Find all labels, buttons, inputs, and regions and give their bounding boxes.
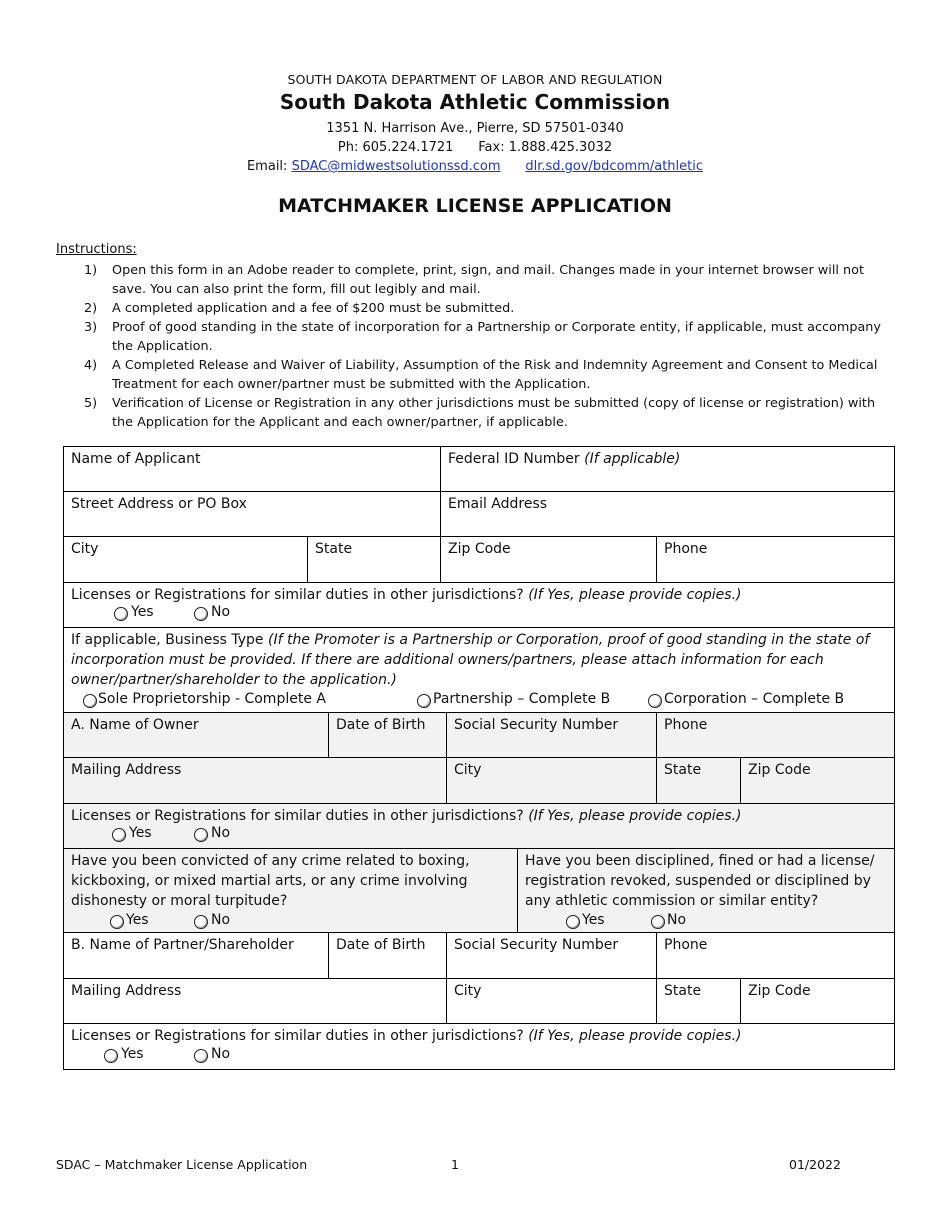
applicant-licenses-yes-radio[interactable] — [114, 607, 128, 621]
instruction-item — [56, 299, 900, 318]
partner-phone-field[interactable] — [657, 933, 894, 979]
instruction-text: Proof of good standing in the state of incorporation for a Partnership or Corporate entity, if applicable, must accompany the Application. — [112, 320, 881, 354]
owner-zip-field[interactable] — [741, 758, 894, 804]
owner-crime-no-radio[interactable] — [194, 915, 208, 929]
radio-label: Yes — [129, 825, 152, 841]
instruction-number: 3) — [84, 320, 98, 335]
field-label: Mailing Address — [71, 762, 182, 778]
instruction-number: 2) — [84, 301, 98, 316]
phone-field[interactable] — [657, 537, 894, 583]
email-link[interactable]: SDAC@midwestsolutionssd.com — [291, 159, 501, 174]
owner-licenses-question — [64, 804, 894, 849]
question-label: Licenses or Registrations for similar duties in other jurisdictions? — [71, 808, 524, 824]
sole-proprietorship-radio[interactable] — [83, 694, 97, 708]
field-label: Social Security Number — [454, 937, 619, 953]
field-label: Federal ID Number — [448, 451, 580, 467]
owner-mailing-address-field[interactable] — [64, 758, 447, 804]
instruction-text: Verification of License or Registration in any other jurisdictions must be submitted (copy of license or registration) with the Application for the Applicant and each owner/partner, if applicable. — [112, 396, 876, 430]
fax-number: Fax: 1.888.425.3032 — [478, 140, 613, 155]
website-link[interactable]: dlr.sd.gov/bdcomm/athletic — [525, 159, 704, 174]
field-note: (If applicable) — [584, 451, 681, 467]
owner-state-field[interactable] — [657, 758, 741, 804]
instruction-number: 1) — [84, 263, 98, 278]
owner-crime-yes-radio[interactable] — [110, 915, 124, 929]
question-note: (If Yes, please provide copies.) — [528, 587, 742, 603]
radio-label: Yes — [121, 1046, 144, 1062]
radio-label: No — [667, 912, 687, 928]
field-label: Date of Birth — [336, 717, 426, 733]
radio-label: Yes — [582, 912, 605, 928]
field-label: Zip Code — [448, 541, 511, 557]
partnership-radio[interactable] — [417, 694, 431, 708]
name-of-applicant-field[interactable] — [64, 447, 441, 492]
question-label: Have you been convicted of any crime related to boxing, kickboxing, or mixed martial arts, or any crime involving dishonesty or moral turpitude? — [71, 853, 470, 909]
application-form — [63, 446, 895, 1070]
radio-label: No — [211, 825, 231, 841]
partner-ssn-field[interactable] — [447, 933, 657, 979]
partner-licenses-question — [64, 1024, 894, 1069]
radio-label: No — [211, 912, 231, 928]
instruction-text: A Completed Release and Waiver of Liability, Assumption of the Risk and Indemnity Agreement and Consent to Medical Treatment for each owner/partner must be submitted with the Application. — [112, 358, 878, 392]
partner-city-field[interactable] — [447, 979, 657, 1024]
field-label: Phone — [664, 937, 708, 953]
radio-label: Corporation – Complete B — [664, 691, 845, 707]
instruction-item — [56, 318, 900, 356]
question-label: Licenses or Registrations for similar duties in other jurisdictions? — [71, 587, 524, 603]
field-label: Phone — [664, 717, 708, 733]
question-label: Licenses or Registrations for similar duties in other jurisdictions? — [71, 1028, 524, 1044]
corporation-radio[interactable] — [648, 694, 662, 708]
partner-mailing-address-field[interactable] — [64, 979, 447, 1024]
footer-form-name: SDAC – Matchmaker License Application — [56, 1157, 308, 1172]
field-label: City — [454, 762, 482, 778]
question-note: (If Yes, please provide copies.) — [528, 1028, 742, 1044]
instruction-number: 5) — [84, 396, 98, 411]
field-label: B. Name of Partner/Shareholder — [71, 937, 294, 953]
field-label: Mailing Address — [71, 983, 182, 999]
radio-label: Partnership – Complete B — [433, 691, 611, 707]
field-label: Email Address — [448, 496, 548, 512]
zip-code-field[interactable] — [441, 537, 657, 583]
field-label: Name of Applicant — [71, 451, 201, 467]
instruction-item — [56, 394, 900, 432]
radio-label: No — [211, 604, 231, 620]
section-label: If applicable, Business Type — [71, 632, 264, 648]
footer-date: 01/2022 — [789, 1157, 841, 1172]
question-note: (If Yes, please provide copies.) — [528, 808, 742, 824]
section-note: (If the Promoter is a Partnership or Corporation, proof of good standing in the state of incorporation must be provided. If there are additional owners/partners, please attach information for each owner/partner/shareholder to the application.) — [71, 632, 870, 688]
contact-phone-fax — [0, 140, 950, 155]
contact-email-web — [0, 159, 950, 174]
radio-label: Yes — [131, 604, 154, 620]
federal-id-field[interactable] — [441, 447, 894, 492]
field-label: Social Security Number — [454, 717, 619, 733]
street-address-field[interactable] — [64, 492, 441, 537]
owner-licenses-yes-radio[interactable] — [112, 828, 126, 842]
email-label: Email: — [246, 159, 288, 174]
commission-name: South Dakota Athletic Commission — [279, 90, 671, 114]
instruction-item — [56, 356, 900, 394]
instructions-list — [56, 261, 900, 432]
owner-disciplined-yes-radio[interactable] — [566, 915, 580, 929]
owner-ssn-field[interactable] — [447, 713, 657, 758]
radio-label: Sole Proprietorship - Complete A — [98, 691, 326, 707]
field-label: City — [454, 983, 482, 999]
radio-label: No — [211, 1046, 231, 1062]
instructions-heading: Instructions: — [56, 242, 137, 257]
field-label: Street Address or PO Box — [71, 496, 247, 512]
applicant-licenses-question — [64, 583, 894, 628]
partner-zip-field[interactable] — [741, 979, 894, 1024]
partner-licenses-no-radio[interactable] — [194, 1049, 208, 1063]
instruction-item — [56, 261, 900, 299]
page-title: MATCHMAKER LICENSE APPLICATION — [278, 195, 672, 217]
phone-number: Ph: 605.224.1721 — [337, 140, 454, 155]
field-label: A. Name of Owner — [71, 717, 199, 733]
partner-name-field[interactable] — [64, 933, 329, 979]
email-address-field[interactable] — [441, 492, 894, 537]
field-label: Zip Code — [748, 983, 811, 999]
owner-phone-field[interactable] — [657, 713, 894, 758]
partner-state-field[interactable] — [657, 979, 741, 1024]
field-label: State — [664, 983, 702, 999]
state-field[interactable] — [308, 537, 441, 583]
field-label: Date of Birth — [336, 937, 426, 953]
field-label: Phone — [664, 541, 708, 557]
radio-label: Yes — [126, 912, 149, 928]
owner-name-field[interactable] — [64, 713, 329, 758]
field-label: City — [71, 541, 99, 557]
footer-page-number: 1 — [451, 1157, 459, 1172]
owner-dob-field[interactable] — [329, 713, 447, 758]
question-label: Have you been disciplined, fined or had a license/ registration revoked, suspended or disciplined by any athletic commission or similar entity? — [525, 853, 875, 909]
field-label: State — [664, 762, 702, 778]
owner-city-field[interactable] — [447, 758, 657, 804]
field-label: Zip Code — [748, 762, 811, 778]
owner-licenses-no-radio[interactable] — [194, 828, 208, 842]
city-field[interactable] — [64, 537, 308, 583]
field-label: State — [315, 541, 353, 557]
partner-licenses-yes-radio[interactable] — [104, 1049, 118, 1063]
owner-disciplined-no-radio[interactable] — [651, 915, 665, 929]
address-line: 1351 N. Harrison Ave., Pierre, SD 57501-0340 — [326, 121, 624, 136]
applicant-licenses-no-radio[interactable] — [194, 607, 208, 621]
instruction-text: A completed application and a fee of $200 must be submitted. — [112, 301, 515, 316]
instruction-number: 4) — [84, 358, 98, 373]
instruction-text: Open this form in an Adobe reader to complete, print, sign, and mail. Changes made in your internet browser will not save. You can also print the form, fill out legibly and mail. — [112, 263, 864, 297]
department-name: SOUTH DAKOTA DEPARTMENT OF LABOR AND REGULATION — [287, 72, 663, 87]
partner-dob-field[interactable] — [329, 933, 447, 979]
